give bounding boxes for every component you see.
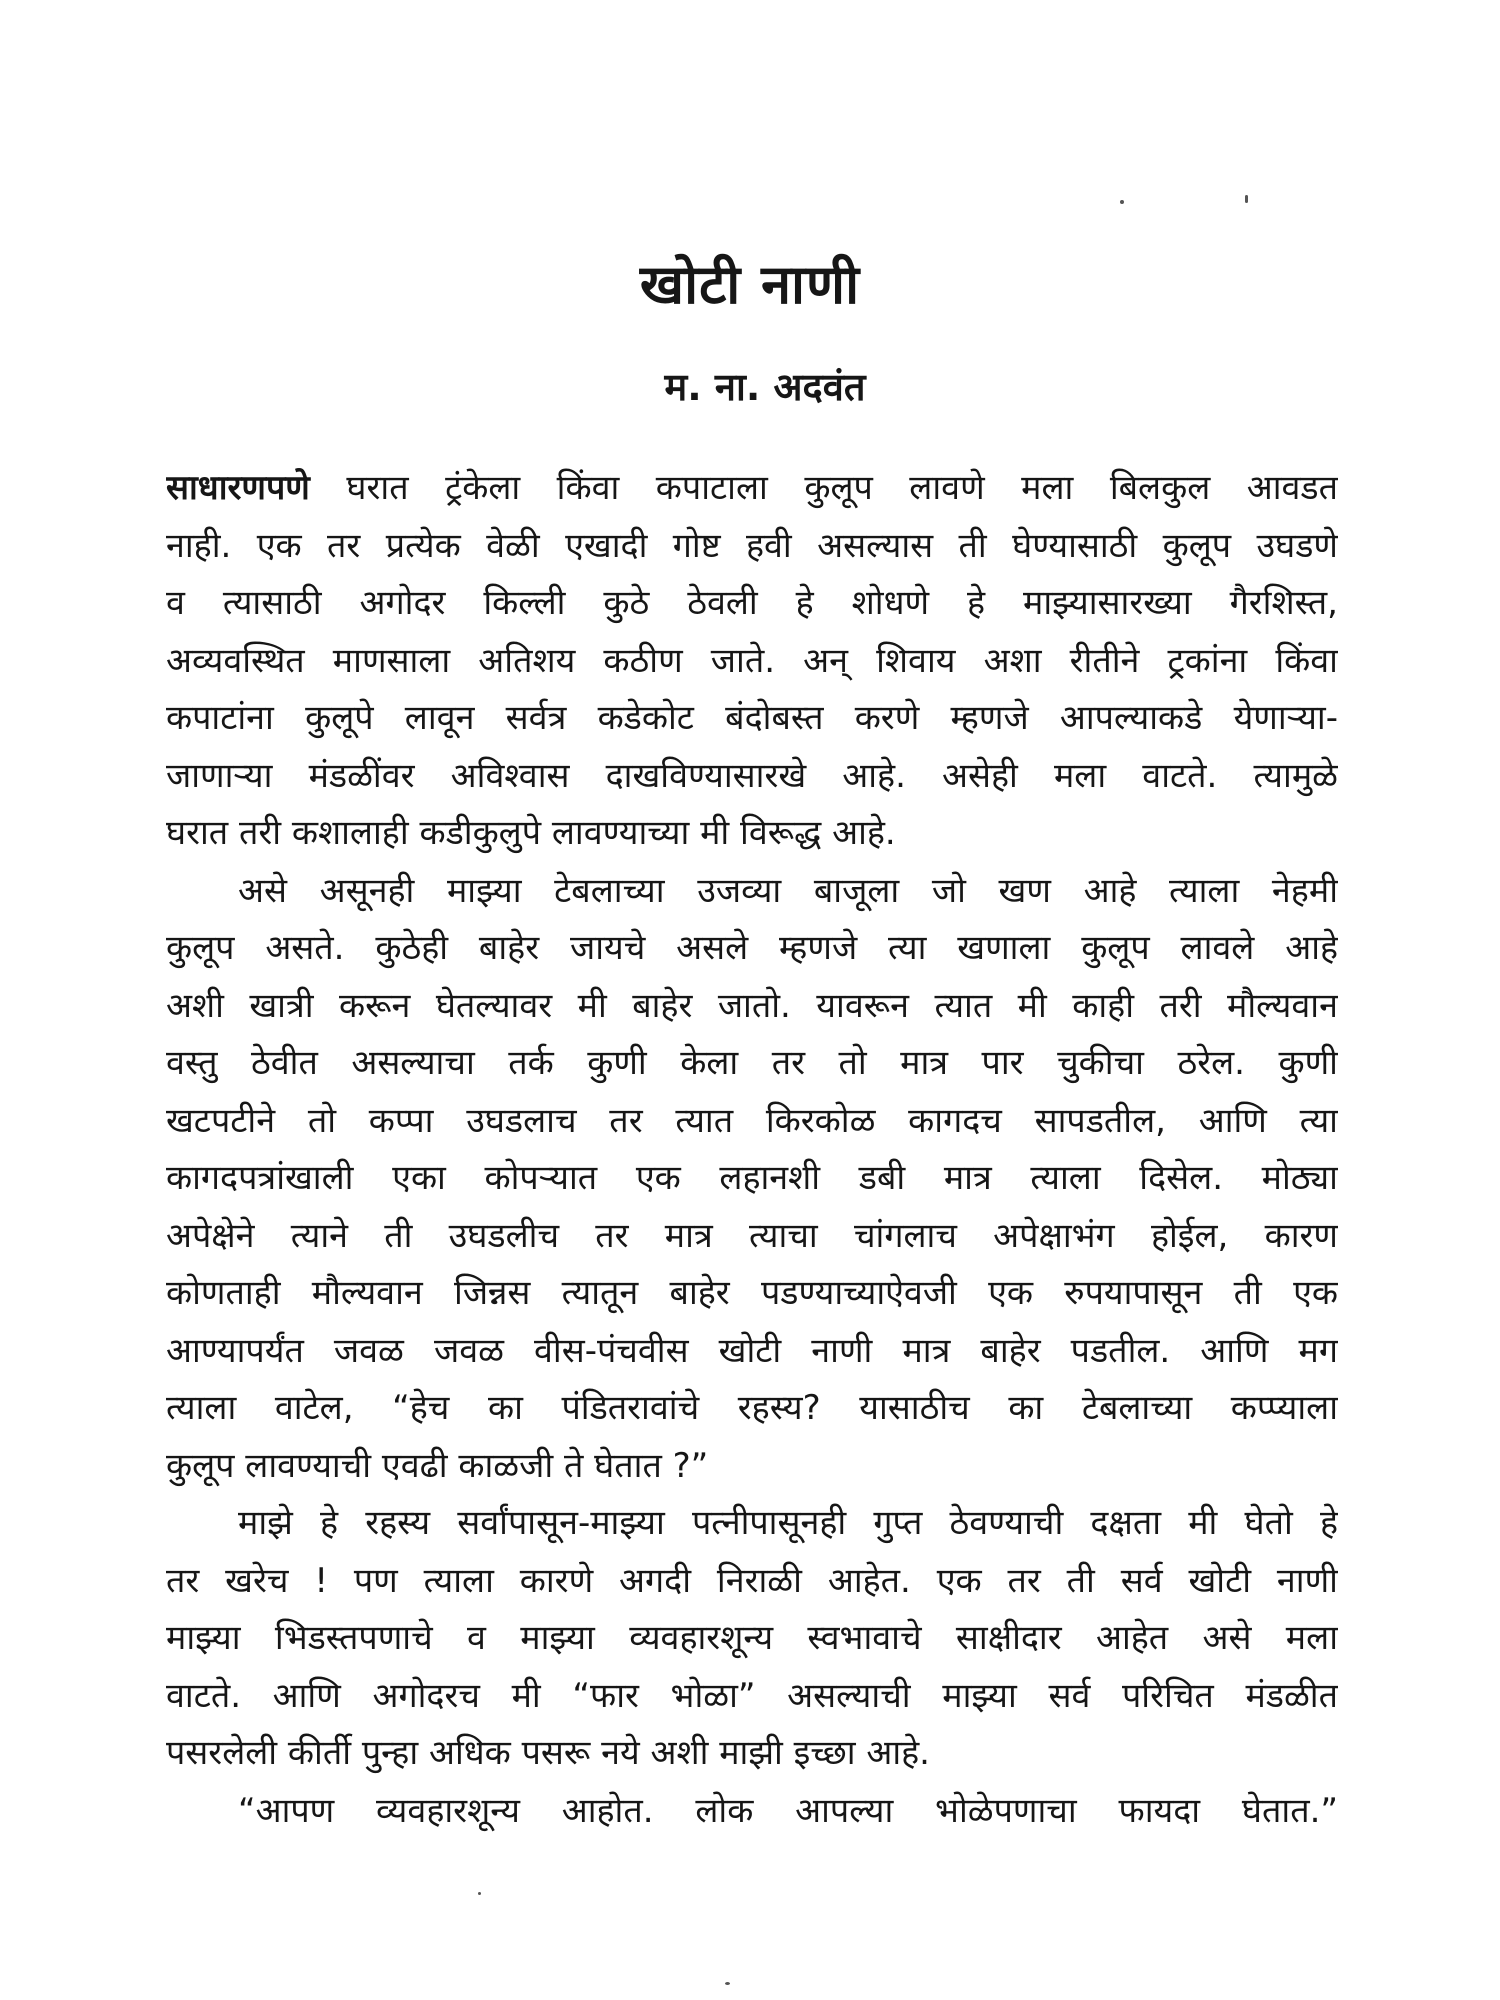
text-line: कुलूप असते. कुठेही बाहेर जायचे असले म्हणजे त्या खणाला कुलूप लावले आहे — [166, 928, 1338, 968]
text-line: वस्तु ठेवीत असल्याचा तर्क कुणी केला तर तो मात्र पार चुकीचा ठरेल. कुणी — [166, 1043, 1338, 1083]
lead-word: साधारणपणे — [166, 468, 310, 508]
text-line: व त्यासाठी अगोदर किल्ली कुठे ठेवली हे शोधणे हे माझ्यासारख्या गैरशिस्त, — [166, 583, 1338, 623]
text-line: अपेक्षेने त्याने ती उघडलीच तर मात्र त्याचा चांगलाच अपेक्षाभंग होईल, कारण — [166, 1215, 1338, 1256]
text-line-rest: घरात ट्रंकेला किंवा कपाटाला कुलूप लावणे मला बिलकुल आवडत — [309, 468, 1338, 508]
text-line: अव्यवस्थित माणसाला अतिशय कठीण जाते. अन् शिवाय अशा रीतीने ट्रकांना किंवा — [166, 640, 1338, 681]
body-text — [166, 460, 1338, 1840]
text-line: अशी खात्री करून घेतल्यावर मी बाहेर जातो. यावरून त्यात मी काही तरी मौल्यवान — [166, 985, 1338, 1026]
text-line: आण्यापर्यंत जवळ जवळ वीस-पंचवीस खोटी नाणी मात्र बाहेर पडतील. आणि मग — [166, 1330, 1338, 1371]
text-line: वाटते. आणि अगोदरच मी “फार भोळा” असल्याची माझ्या सर्व परिचित मंडळीत — [166, 1675, 1338, 1716]
text-line: “आपण व्यवहारशून्य आहोत. लोक आपल्या भोळेपणाचा फायदा घेतात.” — [238, 1790, 1338, 1831]
text-line: कागदपत्रांखाली एका कोपऱ्यात एक लहानशी डबी मात्र त्याला दिसेल. मोठ्या — [166, 1158, 1338, 1198]
paragraph — [166, 460, 1338, 863]
text-line: नाही. एक तर प्रत्येक वेळी एखादी गोष्ट हवी असल्यास ती घेण्यासाठी कुलूप उघडणे — [166, 525, 1338, 566]
text-line: घरात तरी कशालाही कडीकुलुपे लावण्याच्या मी विरूद्ध आहे. — [166, 813, 896, 853]
scan-speck — [725, 1982, 730, 1985]
paragraph — [166, 1783, 1338, 1841]
text-line: कपाटांना कुलूपे लावून सर्वत्र कडेकोट बंदोबस्त करणे म्हणजे आपल्याकडे येणाऱ्या- — [166, 698, 1338, 738]
scan-speck — [478, 1892, 481, 1895]
paragraph — [166, 1495, 1338, 1783]
text-line: तर खरेच ! पण त्याला कारणे अगदी निराळी आहेत. एक तर ती सर्व खोटी नाणी — [166, 1560, 1338, 1601]
text-line: खटपटीने तो कप्पा उघडलाच तर त्यात किरकोळ कागदच सापडतील, आणि त्या — [166, 1100, 1338, 1141]
text-line: कुलूप लावण्याची एवढी काळजी ते घेतात ?” — [166, 1445, 709, 1486]
text-line — [166, 460, 1338, 518]
text-line: माझ्या भिडस्तपणाचे व माझ्या व्यवहारशून्य स्वभावाचे साक्षीदार आहेत असे मला — [166, 1618, 1338, 1658]
text-line: पसरलेली कीर्ती पुन्हा अधिक पसरू नये अशी माझी इच्छा आहे. — [166, 1733, 930, 1773]
text-line: त्याला वाटेल, “हेच का पंडितरावांचे रहस्य? यासाठीच का टेबलाच्या कप्प्याला — [166, 1388, 1338, 1428]
author-name: म. ना. अदवंत — [664, 365, 866, 409]
text-line: माझे हे रहस्य सर्वांपासून-माझ्या पत्नीपासूनही गुप्त ठेवण्याची दक्षता मी घेतो हे — [238, 1503, 1338, 1543]
scan-speck — [1120, 200, 1124, 204]
text-line: कोणताही मौल्यवान जिन्नस त्यातून बाहेर पडण्याच्याऐवजी एक रुपयापासून ती एक — [166, 1273, 1338, 1313]
text-line: जाणाऱ्या मंडळींवर अविश्वास दाखविण्यासारखे आहे. असेही मला वाटते. त्यामुळे — [166, 755, 1338, 796]
text-line: असे असूनही माझ्या टेबलाच्या उजव्या बाजूला जो खण आहे त्याला नेहमी — [238, 870, 1338, 911]
chapter-title: खोटी नाणी — [639, 253, 861, 316]
scan-speck — [1245, 195, 1248, 203]
paragraph — [166, 863, 1338, 1496]
